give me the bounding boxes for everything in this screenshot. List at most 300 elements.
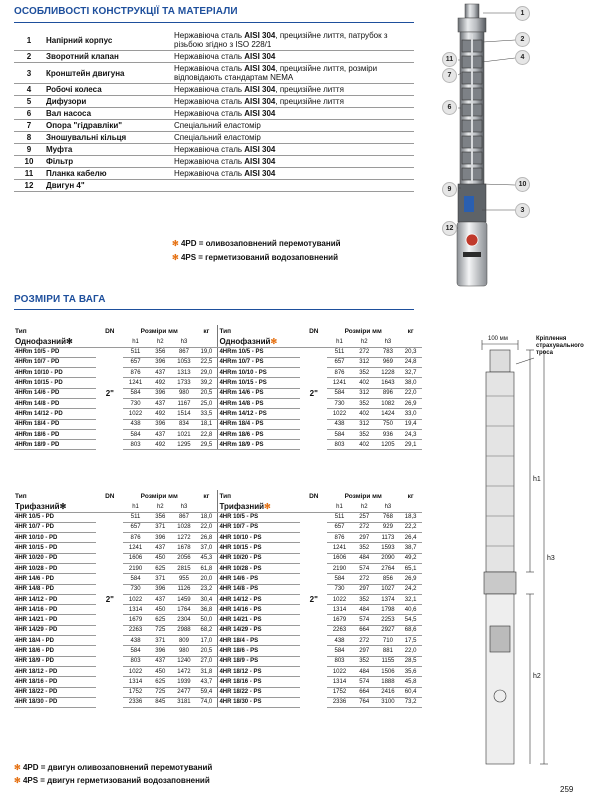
model-name: 4HR 10/5 - PD — [14, 512, 96, 522]
size-cell: 584 — [327, 429, 352, 439]
kg-header: кг — [407, 492, 414, 500]
size-cell: 657 — [327, 522, 352, 532]
size-col-header: h2 — [148, 337, 173, 347]
weight-cell: 22,0 — [399, 388, 422, 398]
callout-6: 6 — [442, 100, 457, 115]
table-row — [14, 687, 422, 697]
table-row — [14, 440, 422, 450]
size-cell: 396 — [148, 357, 173, 367]
size-cell: 657 — [123, 522, 148, 532]
note-ps: 4PS = герметизований водозаповнений — [180, 253, 339, 262]
size-cell: 1126 — [173, 584, 196, 594]
dn-cell — [96, 677, 123, 687]
model-name: 4HR 10/15 - PD — [14, 543, 96, 553]
callout-3: 3 — [515, 203, 530, 218]
size-col-header: h1 — [327, 337, 352, 347]
size-cell: 2416 — [377, 687, 400, 697]
weight-cell: 33,0 — [399, 409, 422, 419]
size-cell: 584 — [123, 388, 148, 398]
size-cell: 750 — [377, 419, 400, 429]
h1-label: h1 — [533, 476, 541, 483]
size-cell: 396 — [148, 419, 173, 429]
table-row — [14, 615, 422, 625]
size-cell: 272 — [352, 574, 377, 584]
model-name: 4HR 10/5 - PS — [218, 512, 300, 522]
material-row — [14, 144, 414, 156]
model-name: 4HR 18/6 - PD — [14, 646, 96, 656]
material-part: Планка кабелю — [44, 168, 172, 180]
weight-cell: 73,2 — [399, 697, 422, 707]
weight-cell: 50,0 — [195, 615, 218, 625]
size-cell: 1228 — [377, 368, 400, 378]
size-cell: 450 — [148, 605, 173, 615]
model-name: 4HRm 14/6 - PD — [14, 388, 96, 398]
weight-cell: 19,4 — [399, 419, 422, 429]
size-cell: 584 — [123, 574, 148, 584]
table-row — [14, 594, 422, 604]
dn-cell — [96, 605, 123, 615]
size-col-header: h3 — [377, 502, 400, 512]
model-name: 4HR 18/12 - PS — [218, 666, 300, 676]
weight-cell: 22,0 — [399, 646, 422, 656]
weight-cell: 61,8 — [195, 563, 218, 573]
material-number: 2 — [14, 51, 44, 63]
type-header: Тип — [218, 325, 300, 337]
size-cell: 2090 — [377, 553, 400, 563]
model-name: 4HR 10/20 - PS — [218, 553, 300, 563]
size-cell: 356 — [148, 512, 173, 522]
size-col-header: h3 — [377, 337, 400, 347]
model-name: 4HR 10/7 - PD — [14, 522, 96, 532]
dn-cell — [96, 615, 123, 625]
size-cell: 1022 — [327, 594, 352, 604]
material-number: 4 — [14, 84, 44, 96]
dn-cell — [300, 563, 327, 573]
dn-cell — [96, 512, 123, 522]
model-name: 4HR 10/28 - PS — [218, 563, 300, 573]
dn-cell — [300, 440, 327, 450]
phase-text: Однофазний — [15, 337, 67, 347]
dimensions-title-rule — [14, 309, 414, 310]
size-cell: 484 — [352, 553, 377, 563]
model-name: 4HR 18/9 - PS — [218, 656, 300, 666]
size-cell: 396 — [148, 388, 173, 398]
size-cell: 876 — [123, 368, 148, 378]
weight-cell: 26,9 — [399, 574, 422, 584]
size-cell: 1606 — [123, 553, 148, 563]
callout-7: 7 — [442, 68, 457, 83]
table-row — [14, 368, 422, 378]
weight-cell: 29,5 — [195, 440, 218, 450]
size-cell: 2927 — [377, 625, 400, 635]
size-cell: 2477 — [173, 687, 196, 697]
size-cell: 450 — [148, 553, 173, 563]
weight-cell: 26,8 — [195, 533, 218, 543]
sizes-header: Розміри мм — [344, 492, 382, 500]
model-name: 4HRm 10/10 - PS — [218, 368, 300, 378]
size-cell: 2764 — [377, 563, 400, 573]
table-subheader — [14, 337, 422, 347]
size-cell: 1752 — [123, 687, 148, 697]
size-cell: 437 — [148, 656, 173, 666]
material-desc: Спеціальний еластомір — [172, 120, 414, 132]
material-desc: Нержавіюча сталь AISI 304 — [172, 144, 414, 156]
table-row — [14, 409, 422, 419]
weight-cell: 32,7 — [399, 368, 422, 378]
weight-cell: 17,5 — [399, 636, 422, 646]
material-number: 3 — [14, 63, 44, 84]
dn-cell: 2" — [309, 388, 318, 398]
phase-text: Однофазний — [219, 337, 271, 347]
dn-blank — [96, 337, 123, 347]
model-name: 4HRm 14/8 - PS — [218, 398, 300, 408]
model-name: 4HR 18/9 - PD — [14, 656, 96, 666]
size-cell: 1606 — [327, 553, 352, 563]
size-cell: 1241 — [123, 543, 148, 553]
dn-cell — [96, 543, 123, 553]
size-cell: 2336 — [327, 697, 352, 707]
weight-cell: 45,8 — [399, 677, 422, 687]
phase-text: Трифазний — [219, 502, 265, 512]
model-name: 4HRm 18/6 - PD — [14, 429, 96, 439]
size-cell: 1939 — [173, 677, 196, 687]
size-cell: 1241 — [327, 378, 352, 388]
size-cell: 396 — [148, 646, 173, 656]
model-name: 4HR 18/16 - PD — [14, 677, 96, 687]
table-row — [14, 543, 422, 553]
dn-blank — [300, 502, 327, 512]
callout-10: 10 — [515, 177, 530, 192]
dn-header: DN — [309, 492, 319, 500]
dn-cell — [300, 398, 327, 408]
size-cell: 272 — [352, 636, 377, 646]
size-col-header: h2 — [352, 337, 377, 347]
weight-cell: 60,4 — [399, 687, 422, 697]
size-cell: 1593 — [377, 543, 400, 553]
size-cell: 768 — [377, 512, 400, 522]
h2-label: h2 — [533, 673, 541, 680]
dn-cell — [300, 378, 327, 388]
size-cell: 730 — [123, 398, 148, 408]
weight-cell: 68,6 — [399, 625, 422, 635]
dn-cell — [300, 357, 327, 367]
weight-cell: 18,1 — [195, 419, 218, 429]
weight-cell: 25,0 — [195, 398, 218, 408]
size-col-header: h1 — [327, 502, 352, 512]
size-cell: 2190 — [327, 563, 352, 573]
material-desc — [172, 180, 414, 192]
model-name: 4HRm 10/7 - PS — [218, 357, 300, 367]
table-row — [14, 625, 422, 635]
material-row — [14, 156, 414, 168]
size-cell: 710 — [377, 636, 400, 646]
size-cell: 511 — [327, 347, 352, 357]
size-cell: 584 — [327, 574, 352, 584]
size-cell: 272 — [352, 347, 377, 357]
weight-cell: 26,9 — [399, 398, 422, 408]
dn-cell — [300, 419, 327, 429]
size-cell: 584 — [327, 388, 352, 398]
size-cell: 511 — [123, 512, 148, 522]
dn-cell: 2" — [105, 595, 114, 605]
weight-cell: 39,2 — [195, 378, 218, 388]
material-row — [14, 180, 414, 192]
type-header: Тип — [15, 492, 27, 500]
table-header — [14, 325, 422, 337]
model-name: 4HRm 14/12 - PD — [14, 409, 96, 419]
material-number: 1 — [14, 30, 44, 51]
size-cell: 834 — [173, 419, 196, 429]
weight-cell: 37,0 — [195, 543, 218, 553]
model-name: 4HR 14/12 - PD — [14, 594, 96, 604]
model-name: 4HRm 10/15 - PS — [218, 378, 300, 388]
dn-cell — [300, 605, 327, 615]
phase-label — [218, 502, 300, 512]
kg-header: кг — [203, 492, 210, 500]
star-icon: ✻ — [14, 763, 21, 772]
dn-cell — [300, 429, 327, 439]
dn-cell — [300, 553, 327, 563]
size-cell: 437 — [148, 594, 173, 604]
weight-cell: 33,5 — [195, 409, 218, 419]
size-cell: 2336 — [123, 697, 148, 707]
weight-cell: 30,4 — [195, 594, 218, 604]
size-cell: 867 — [173, 347, 196, 357]
weight-cell: 38,7 — [399, 543, 422, 553]
size-cell: 437 — [148, 543, 173, 553]
size-cell: 2263 — [327, 625, 352, 635]
dn-header: DN — [105, 492, 115, 500]
table-row — [14, 666, 422, 676]
material-row — [14, 84, 414, 96]
size-cell: 1313 — [173, 368, 196, 378]
page-number: 259 — [560, 785, 574, 794]
size-cell: 657 — [123, 357, 148, 367]
size-cell: 664 — [352, 687, 377, 697]
dn-cell — [96, 563, 123, 573]
weight-cell: 68,2 — [195, 625, 218, 635]
size-cell: 492 — [148, 378, 173, 388]
size-cell: 1424 — [377, 409, 400, 419]
size-cell: 438 — [123, 419, 148, 429]
size-cell: 1022 — [327, 409, 352, 419]
size-cell: 1314 — [327, 677, 352, 687]
dn-cell — [96, 656, 123, 666]
motor-notes — [172, 237, 341, 265]
three-phase-table — [14, 490, 422, 708]
weight-cell: 26,4 — [399, 533, 422, 543]
dn-cell — [300, 687, 327, 697]
model-name: 4HRm 18/4 - PS — [218, 419, 300, 429]
dn-cell — [96, 666, 123, 676]
model-name: 4HRm 14/8 - PD — [14, 398, 96, 408]
size-cell: 574 — [352, 677, 377, 687]
size-cell: 936 — [377, 429, 400, 439]
weight-cell: 24,2 — [399, 584, 422, 594]
weight-cell: 22,2 — [399, 522, 422, 532]
phase-label — [14, 337, 96, 347]
size-col-header: h1 — [123, 337, 148, 347]
material-part: Напірний корпус — [44, 30, 172, 51]
size-cell: 371 — [148, 522, 173, 532]
dn-header: DN — [105, 327, 115, 335]
model-name: 4HRm 14/12 - PS — [218, 409, 300, 419]
weight-cell: 17,0 — [195, 636, 218, 646]
size-cell: 402 — [352, 440, 377, 450]
material-part: Кронштейн двигуна — [44, 63, 172, 84]
model-name: 4HR 18/16 - PS — [218, 677, 300, 687]
model-name: 4HR 18/6 - PS — [218, 646, 300, 656]
material-desc: Нержавіюча сталь AISI 304, прецизійне лиття — [172, 96, 414, 108]
model-name: 4HR 18/22 - PD — [14, 687, 96, 697]
size-cell: 371 — [148, 574, 173, 584]
dn-cell — [96, 398, 123, 408]
size-cell: 980 — [173, 388, 196, 398]
weight-cell: 19,0 — [195, 347, 218, 357]
size-cell: 257 — [352, 512, 377, 522]
size-cell: 272 — [352, 522, 377, 532]
size-cell: 297 — [352, 533, 377, 543]
table-row — [14, 533, 422, 543]
table-row — [14, 419, 422, 429]
size-cell: 1374 — [377, 594, 400, 604]
weight-cell: 36,8 — [195, 605, 218, 615]
note-pd: 4PD = оливозаповнений перемотуваний — [180, 239, 341, 248]
size-cell: 1514 — [173, 409, 196, 419]
weight-cell: 20,5 — [195, 388, 218, 398]
weight-cell: 54,5 — [399, 615, 422, 625]
weight-cell: 29,0 — [195, 368, 218, 378]
size-cell: 1679 — [123, 615, 148, 625]
dn-cell — [96, 636, 123, 646]
size-cell: 929 — [377, 522, 400, 532]
material-part: Робочі колеса — [44, 84, 172, 96]
table-row — [14, 574, 422, 584]
size-cell: 297 — [352, 584, 377, 594]
material-part: Фільтр — [44, 156, 172, 168]
pump-dimension-drawing — [470, 336, 600, 776]
size-col-header: h3 — [173, 502, 196, 512]
star-icon: ✻ — [14, 776, 21, 785]
material-desc: Нержавіюча сталь AISI 304 — [172, 156, 414, 168]
model-name: 4HRm 10/15 - PD — [14, 378, 96, 388]
material-desc: Спеціальний еластомір — [172, 132, 414, 144]
materials-title: ОСОБЛИВОСТІ КОНСТРУКЦІЇ ТА МАТЕРІАЛИ — [14, 6, 238, 17]
material-number: 11 — [14, 168, 44, 180]
size-cell: 980 — [173, 646, 196, 656]
size-cell: 1053 — [173, 357, 196, 367]
size-cell: 2253 — [377, 615, 400, 625]
weight-cell: 24,3 — [399, 429, 422, 439]
table-row — [14, 522, 422, 532]
star-icon: ✻ — [270, 337, 278, 347]
size-cell: 352 — [352, 368, 377, 378]
size-cell: 437 — [148, 429, 173, 439]
size-cell: 1241 — [327, 543, 352, 553]
dn-cell — [300, 543, 327, 553]
model-name: 4HR 14/8 - PS — [218, 584, 300, 594]
model-name: 4HR 14/29 - PS — [218, 625, 300, 635]
size-cell: 803 — [123, 440, 148, 450]
size-cell: 1643 — [377, 378, 400, 388]
h3-label: h3 — [547, 555, 555, 562]
sizes-header: Розміри мм — [140, 327, 178, 335]
size-cell: 1798 — [377, 605, 400, 615]
size-cell: 584 — [123, 429, 148, 439]
material-number: 10 — [14, 156, 44, 168]
materials-title-rule — [14, 22, 414, 23]
model-name: 4HR 18/30 - PS — [218, 697, 300, 707]
star-icon: ✻ — [172, 253, 179, 262]
size-cell: 511 — [327, 512, 352, 522]
weight-cell: 35,6 — [399, 666, 422, 676]
dn-cell — [96, 378, 123, 388]
dn-cell — [96, 429, 123, 439]
size-cell: 1027 — [377, 584, 400, 594]
table-subheader — [14, 502, 422, 512]
size-cell: 657 — [327, 357, 352, 367]
table-row — [14, 677, 422, 687]
kg-blank — [399, 502, 422, 512]
dn-cell — [300, 656, 327, 666]
footnote-pd: ✻ 4PD = двигун оливозаповнений перемотуваний — [14, 763, 213, 772]
size-cell: 437 — [148, 398, 173, 408]
size-cell: 1314 — [123, 677, 148, 687]
phase-label — [14, 502, 96, 512]
size-cell: 352 — [352, 656, 377, 666]
material-number: 9 — [14, 144, 44, 156]
model-name: 4HR 14/6 - PD — [14, 574, 96, 584]
size-cell: 1752 — [327, 687, 352, 697]
dn-cell — [96, 419, 123, 429]
footnote-ps: ✻ 4PS = двигун герметизований водозаповнений — [14, 776, 210, 785]
material-part: Вал насоса — [44, 108, 172, 120]
material-number: 7 — [14, 120, 44, 132]
size-cell: 725 — [148, 687, 173, 697]
size-cell: 803 — [123, 656, 148, 666]
dn-cell — [96, 553, 123, 563]
size-cell: 876 — [327, 533, 352, 543]
model-name: 4HRm 10/10 - PD — [14, 368, 96, 378]
callout-12: 12 — [442, 221, 457, 236]
weight-cell: 27,0 — [195, 656, 218, 666]
dn-cell — [96, 533, 123, 543]
table-row — [14, 584, 422, 594]
star-icon: ✻ — [66, 337, 73, 347]
size-col-header: h3 — [173, 337, 196, 347]
table-row — [14, 553, 422, 563]
size-cell: 371 — [148, 636, 173, 646]
material-part: Муфта — [44, 144, 172, 156]
model-name: 4HR 18/12 - PD — [14, 666, 96, 676]
dn-cell — [300, 533, 327, 543]
material-desc: Нержавіюча сталь AISI 304, прецизійне лиття, розміри відповідають стандартам NEMA — [172, 63, 414, 84]
material-number: 6 — [14, 108, 44, 120]
callout-2: 2 — [515, 32, 530, 47]
callout-4: 4 — [515, 50, 530, 65]
size-cell: 2190 — [123, 563, 148, 573]
table-row — [14, 512, 422, 522]
weight-cell: 22,8 — [195, 429, 218, 439]
dn-cell — [96, 368, 123, 378]
weight-cell: 49,2 — [399, 553, 422, 563]
size-cell: 511 — [123, 347, 148, 357]
size-cell: 881 — [377, 646, 400, 656]
size-cell: 3181 — [173, 697, 196, 707]
size-cell: 764 — [352, 697, 377, 707]
size-cell: 2056 — [173, 553, 196, 563]
dn-cell — [300, 615, 327, 625]
